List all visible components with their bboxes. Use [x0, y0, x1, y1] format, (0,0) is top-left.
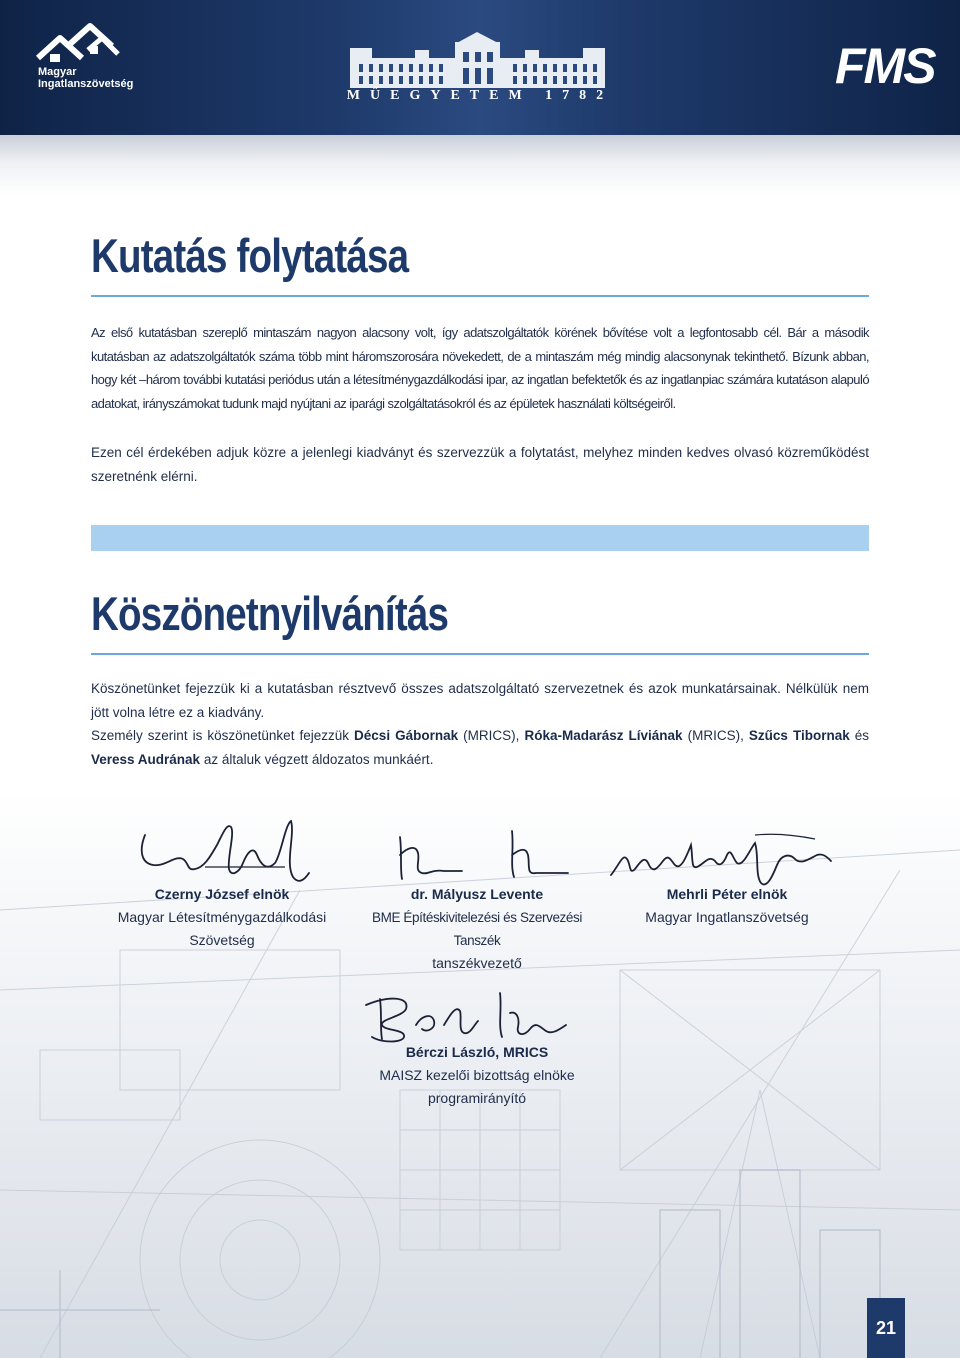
signatory-1 — [102, 883, 342, 952]
ack-person-name: Róka-Madarász Líviának — [524, 728, 683, 743]
ack-person-name: Szűcs Tibornak — [748, 728, 850, 743]
signature-czerny — [135, 815, 315, 890]
signatory-role-cont: programirányító — [427, 1090, 527, 1106]
logo-center-text: MŰEGYETEM 1782 — [346, 88, 614, 103]
ack-intro: Személy szerint is köszönetünket fejezzük — [91, 728, 355, 743]
research-paragraph-2: Ezen cél érdekében adjuk közre a jelenlegi kiadványt és szervezzük a folytatást, melyhez minden kedves olvasó közreműködést szeretnénk elérni. — [91, 445, 869, 484]
acknowledgement-paragraph-2 — [91, 724, 869, 771]
ack-text: és — [849, 728, 870, 743]
signature-malyusz — [392, 825, 572, 885]
signatory-name: Czerny József elnök — [154, 886, 290, 902]
page-number: 21 — [867, 1298, 905, 1358]
logo-left-text: Magyar Ingatlanszövetség — [38, 66, 134, 90]
signatory-name: Mehrli Péter elnök — [666, 886, 788, 902]
title-underline — [91, 295, 869, 297]
section-title-acknowledgements: Köszönetnyilvánítás — [91, 587, 449, 640]
section-title-research-continuation: Kutatás folytatása — [91, 229, 409, 282]
signatory-role: tanszékvezető — [432, 955, 522, 971]
research-paragraph-1: Az első kutatásban szereplő mintaszám nagyon alacsony volt, így adatszolgáltatók körének bővítése volt a legfontosabb cél. Bár a második kutatásban az adatszolgáltatók száma több mint háromszorosára növekedett, de a mintaszám még mindig alacsonynak tekinthető. Bízunk abban, hogy két –három további kutatási periódus után a létesítménygazdálkodási ipar, az ingatlan befektetők és az ingatlanpiac számára kutatáson alapuló adatokat, irányszámokat tudunk majd nyújtani az iparági szolgáltatásokról és az épületek használati költségeiről. — [91, 325, 869, 411]
signatory-role: MAISZ kezelői bizottság elnöke — [379, 1067, 575, 1083]
header-banner — [0, 0, 960, 135]
ack-text: az általuk végzett áldozatos munkáért. — [200, 751, 434, 767]
header-shadow — [0, 135, 960, 195]
muegyetem-building-logo — [345, 30, 610, 90]
signature-berczi — [360, 985, 575, 1045]
signatory-name: Bérczi László, MRICS — [405, 1044, 549, 1060]
signatory-org: BME Építéskivitelezési és Szervezési Tanszék — [372, 910, 582, 948]
signatory-org: Magyar Létesítménygazdálkodási — [117, 909, 327, 925]
ack-person-name: Veress Audrának — [91, 751, 201, 767]
signatory-4 — [357, 1041, 597, 1110]
ack-text: (MRICS), — [458, 728, 525, 743]
signatory-org-cont: Szövetség — [189, 932, 255, 948]
signatory-name: dr. Mályusz Levente — [410, 886, 544, 902]
signatory-2 — [357, 883, 597, 975]
ack-text: (MRICS), — [682, 728, 749, 743]
magyar-ingatlanszovetseg-logo — [30, 20, 125, 105]
signatory-org: Magyar Ingatlanszövetség — [645, 909, 809, 925]
fms-logo: FMS — [835, 38, 935, 94]
title-underline — [91, 653, 869, 655]
ack-person-name: Décsi Gábornak — [354, 728, 459, 743]
acknowledgement-paragraph-1: Köszönetünket fejezzük ki a kutatásban résztvevő összes adatszolgáltató szervezetnek és azok munkatársainak. Nélkülük nem jött volna létre ez a kiadvány. — [91, 681, 869, 720]
signatory-3 — [607, 883, 847, 929]
section-divider-band — [91, 525, 869, 551]
